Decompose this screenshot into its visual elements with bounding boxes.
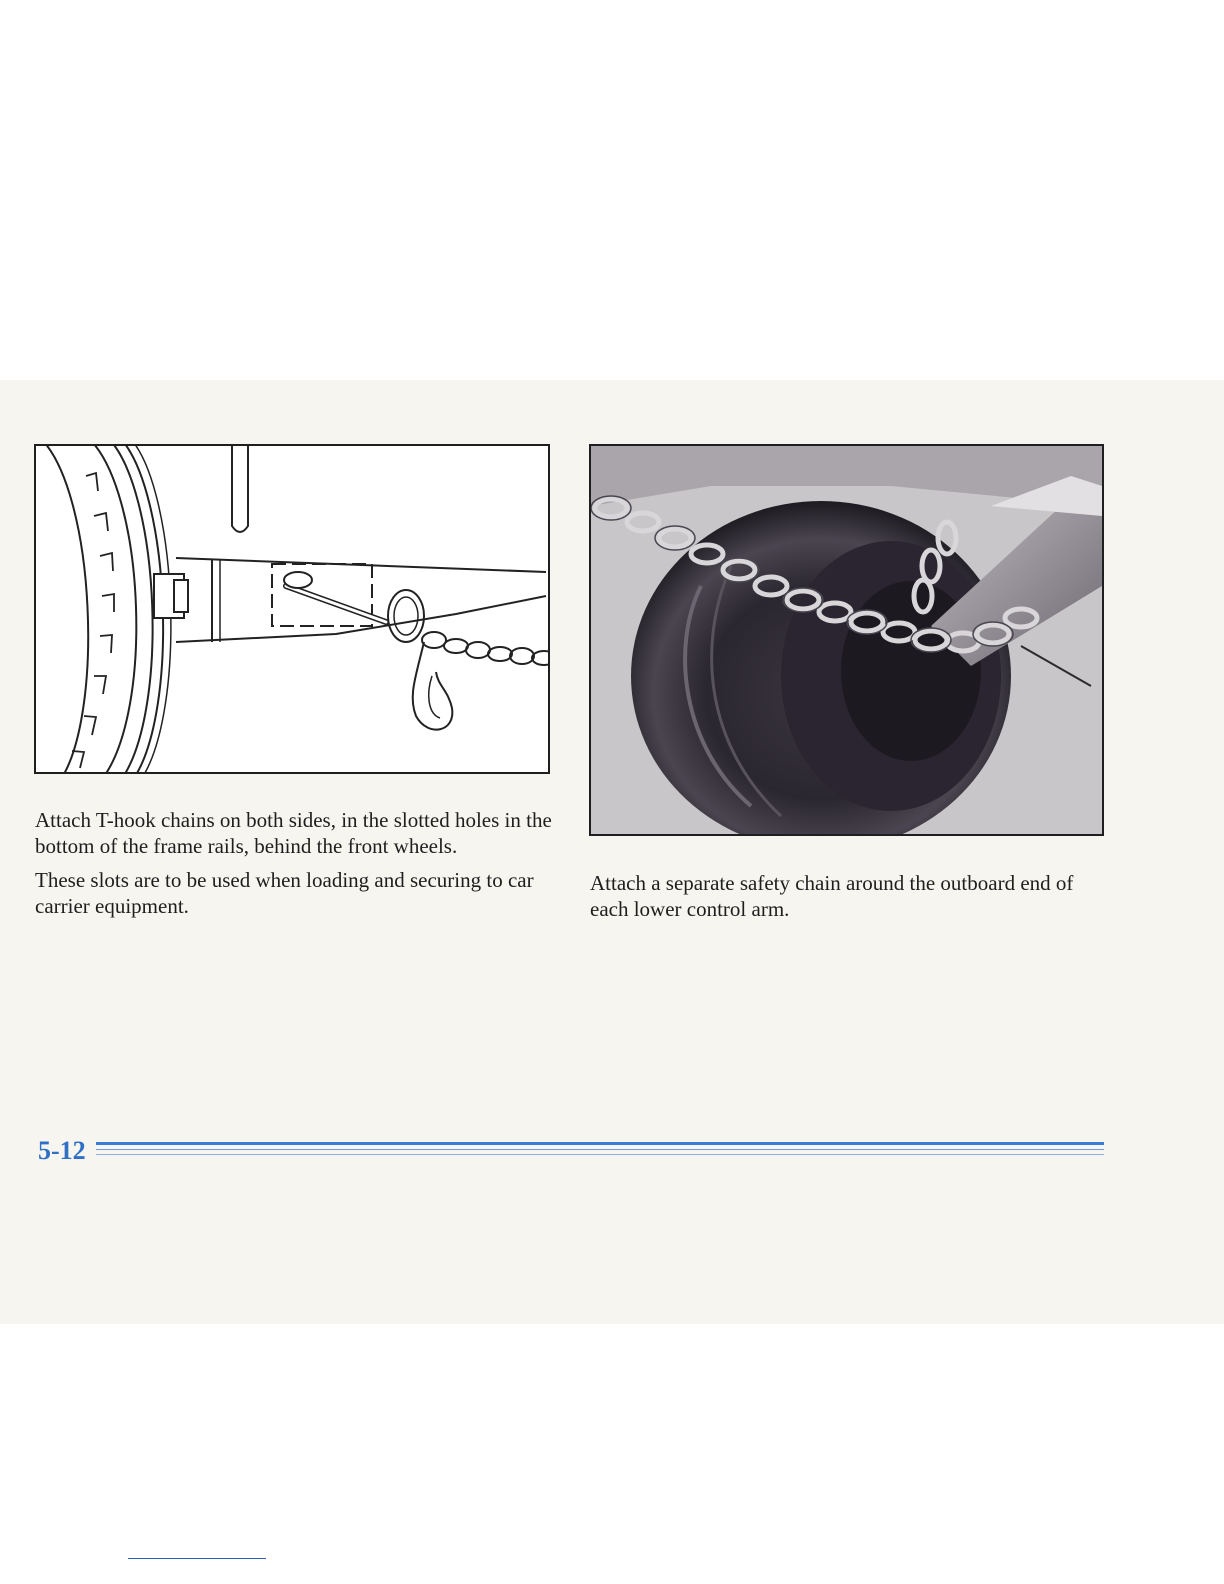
footer-rule-thin [96,1149,1104,1150]
footer-rule [96,1142,1104,1145]
t-hook-chain-illustration [34,444,550,774]
left-usage-note-paragraph: These slots are to be used when loading and securing to car carrier equipment. [35,868,534,918]
t-hook-chain-icon [36,446,548,772]
right-instruction-paragraph: Attach a separate safety chain around the outboard end of each lower control arm. [590,871,1074,921]
left-instruction-paragraph: Attach T-hook chains on both sides, in the slotted holes in the bottom of the frame rails, behind the front wheels. [35,808,552,858]
footer-rule-thin-lower [96,1154,1104,1155]
safety-chain-icon [591,446,1102,834]
safety-chain-control-arm-photo [589,444,1104,836]
bottom-link-underline[interactable] [128,1558,266,1559]
page-number: 5-12 [38,1136,86,1165]
